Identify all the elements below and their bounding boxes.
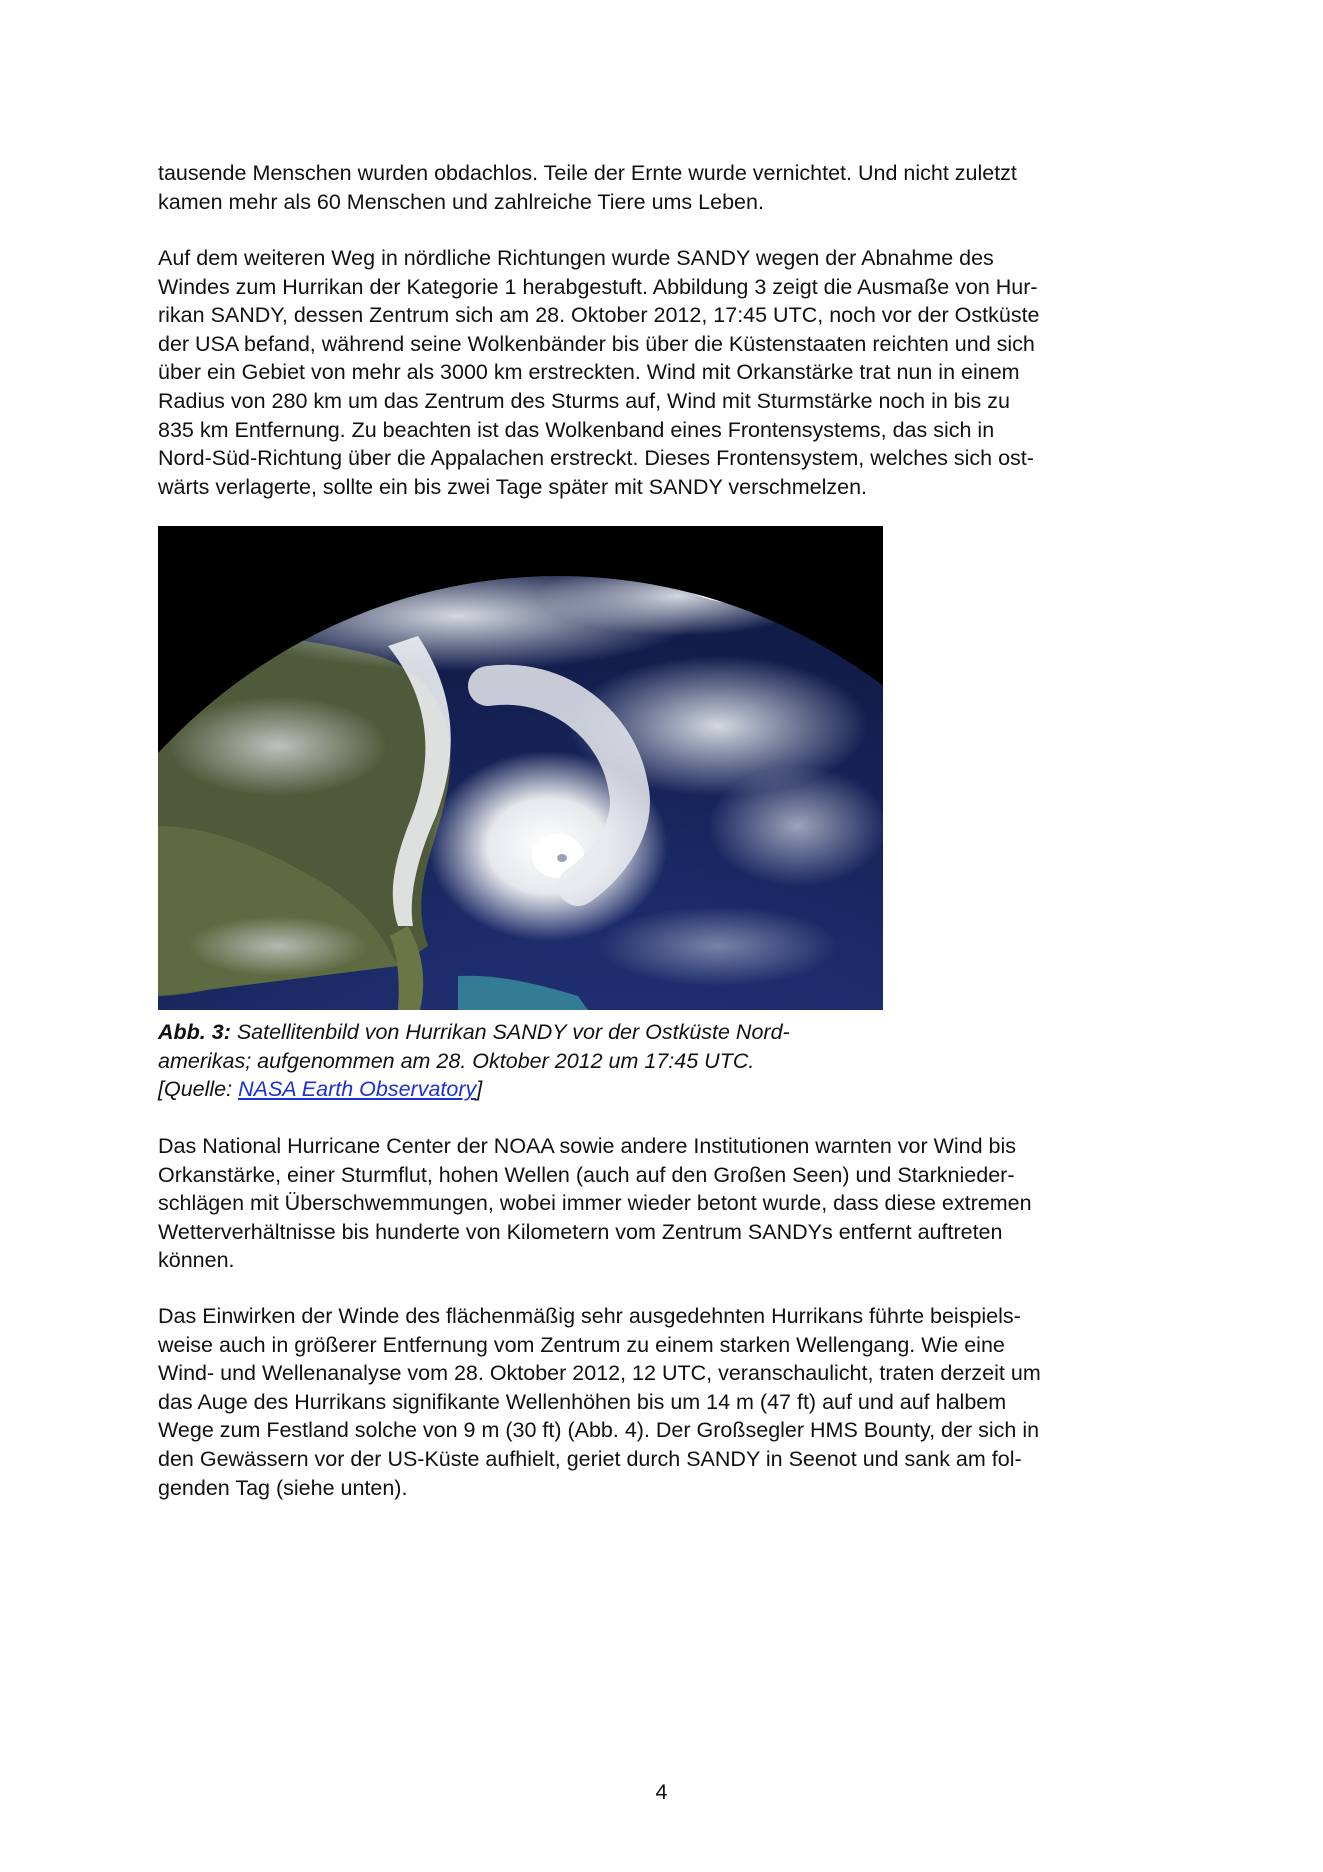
caption-text: Satellitenbild von Hurrikan SANDY vor der Ostküste Nord- bbox=[230, 1020, 790, 1044]
paragraph-4 bbox=[158, 1302, 1168, 1502]
text-line: über ein Gebiet von mehr als 3000 km erstreckten. Wind mit Orkanstärke trat nun in einem bbox=[158, 360, 1020, 385]
text-line: Windes zum Hurrikan der Kategorie 1 herabgestuft. Abbildung 3 zeigt die Ausmaße von Hur- bbox=[158, 274, 1038, 299]
text-line: Nord-Süd-Richtung über die Appalachen erstreckt. Dieses Frontensystem, welches sich ost- bbox=[158, 446, 1034, 471]
text-line: Das National Hurricane Center der NOAA sowie andere Institutionen warnten vor Wind bis bbox=[158, 1134, 1017, 1158]
text-line: Wetterverhältnisse bis hunderte von Kilometern vom Zentrum SANDYs entfernt auftreten bbox=[158, 1219, 1003, 1244]
text-line: der USA befand, während seine Wolkenbänder bis über die Küstenstaaten reichten und sich bbox=[158, 331, 1035, 356]
text-line: genden Tag (siehe unten). bbox=[158, 1475, 408, 1500]
figure-caption bbox=[158, 1018, 918, 1104]
text-line: rikan SANDY, dessen Zentrum sich am 28. Oktober 2012, 17:45 UTC, noch vor der Ostküste bbox=[158, 303, 1040, 328]
text-line: Das Einwirken der Winde des flächenmäßig sehr ausgedehnten Hurrikans führte beispiels- bbox=[158, 1304, 1021, 1328]
text-line: Wege zum Festland solche von 9 m (30 ft) (Abb. 4). Der Großsegler HMS Bounty, der sich in bbox=[158, 1418, 1040, 1443]
caption-source bbox=[158, 1075, 918, 1104]
paragraph-1 bbox=[158, 159, 1168, 216]
text-line: schlägen mit Überschwemmungen, wobei immer wieder betont wurde, dass diese extremen bbox=[158, 1191, 1032, 1216]
text-line: Radius von 280 km um das Zentrum des Sturms auf, Wind mit Sturmstärke noch in bis zu bbox=[158, 388, 1010, 413]
text-line: Orkanstärke, einer Sturmflut, hohen Wellen (auch auf den Großen Seen) und Starknieder- bbox=[158, 1162, 1015, 1187]
paragraph-2 bbox=[158, 244, 1168, 501]
text-line: weise auch in größerer Entfernung vom Zentrum zu einem starken Wellengang. Wie eine bbox=[158, 1332, 1005, 1357]
caption-line-1 bbox=[158, 1018, 918, 1047]
text-line: tausende Menschen wurden obdachlos. Teile der Ernte wurde vernichtet. Und nicht zuletzt bbox=[158, 161, 1017, 185]
page-number: 4 bbox=[655, 1780, 668, 1804]
text-line: das Auge des Hurrikans signifikante Wellenhöhen bis um 14 m (47 ft) auf und auf halbem bbox=[158, 1389, 1007, 1414]
source-suffix: ] bbox=[476, 1077, 483, 1102]
satellite-image bbox=[158, 526, 883, 1010]
text-line: den Gewässern vor der US-Küste aufhielt, geriet durch SANDY in Seenot und sank am fol- bbox=[158, 1446, 1022, 1471]
caption-label: Abb. 3: bbox=[158, 1020, 231, 1044]
text-line: kamen mehr als 60 Menschen und zahlreiche Tiere ums Leben. bbox=[158, 189, 764, 214]
earth-globe-illustration bbox=[158, 526, 883, 1010]
text-line: können. bbox=[158, 1248, 235, 1273]
caption-line-2: amerikas; aufgenommen am 28. Oktober 2012 um 17:45 UTC. bbox=[158, 1048, 755, 1073]
paragraph-3 bbox=[158, 1132, 1168, 1275]
text-line: 835 km Entfernung. Zu beachten ist das Wolkenband eines Frontensystems, das sich in bbox=[158, 417, 995, 442]
source-link[interactable]: NASA Earth Observatory bbox=[238, 1077, 477, 1102]
text-line: wärts verlagerte, sollte ein bis zwei Tage später mit SANDY verschmelzen. bbox=[158, 474, 867, 499]
source-prefix: [Quelle: bbox=[158, 1077, 239, 1102]
text-line: Wind- und Wellenanalyse vom 28. Oktober 2012, 12 UTC, veranschaulicht, traten derzeit um bbox=[158, 1361, 1041, 1386]
text-line: Auf dem weiteren Weg in nördliche Richtungen wurde SANDY wegen der Abnahme des bbox=[158, 246, 994, 270]
